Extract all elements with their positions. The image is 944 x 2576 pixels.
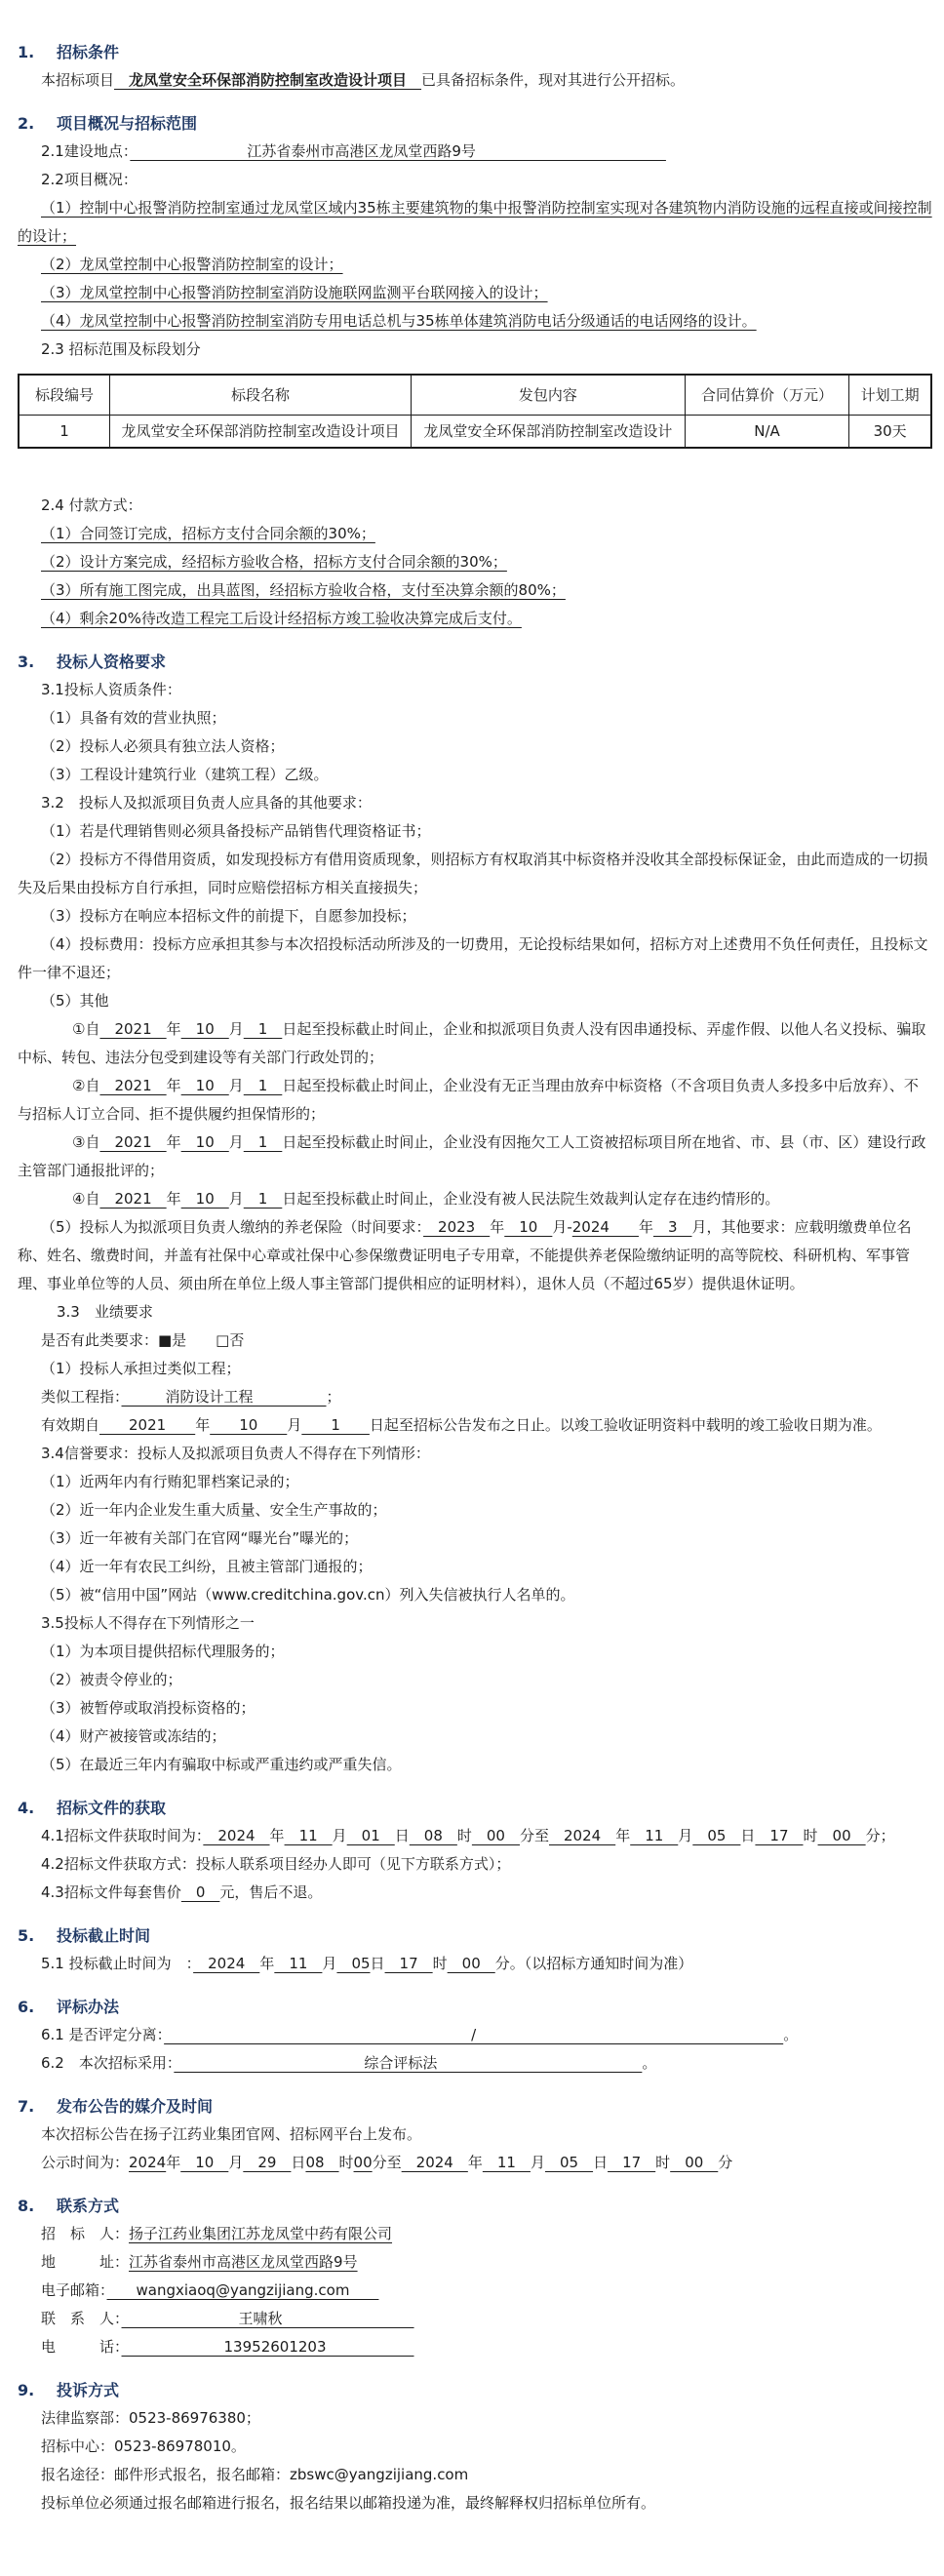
paragraph — [18, 520, 932, 548]
text-run: ①自 — [72, 1020, 100, 1038]
text-run: （5）投标人为拟派项目负责人缴纳的养老保险（时间要求： — [41, 1218, 424, 1236]
text-run: 2.3 招标范围及标段划分 — [41, 340, 201, 358]
fill-in-value: 2024 — [203, 1827, 270, 1844]
text-run: 元，售后不退。 — [219, 1883, 323, 1901]
section-title: 发布公告的媒介及时间 — [57, 2097, 214, 2116]
text-run: 4.2招标文件获取方式：投标人联系项目经办人即可（见下方联系方式）； — [41, 1855, 511, 1873]
paragraph — [18, 1525, 932, 1553]
paragraph — [18, 1440, 932, 1468]
section-heading — [18, 2192, 932, 2220]
fill-in-value: 11 — [284, 1827, 333, 1844]
paragraph — [18, 761, 932, 789]
fill-in-value: 龙凤堂安全环保部消防控制室改造设计项目 — [114, 71, 422, 89]
paragraph — [18, 1666, 932, 1694]
fill-in-value: （4）剩余20%待改造工程完工后设计经招标方竣工验收决算完成后支付。 — [41, 610, 522, 627]
table-cell: 1 — [19, 416, 110, 449]
text-run: 年 — [467, 2154, 483, 2171]
fill-in-value: 消防设计工程 — [121, 1388, 327, 1406]
paragraph — [18, 789, 932, 817]
paragraph — [18, 1694, 932, 1723]
table-cell: 龙凤堂安全环保部消防控制室改造设计 — [411, 416, 685, 449]
paragraph — [18, 1327, 932, 1355]
paragraph — [18, 1411, 932, 1440]
text-run: 日 — [291, 2154, 306, 2171]
fill-in-value: wangxiaoq@yangzijiang.com — [106, 2281, 379, 2299]
paragraph — [18, 2021, 932, 2049]
text-run: 年 — [166, 1020, 181, 1038]
paragraph — [18, 1879, 932, 1907]
text-run: ； — [326, 1388, 341, 1406]
table-body — [19, 416, 931, 449]
fill-in-value: 2021 — [99, 1416, 196, 1434]
paragraph — [18, 138, 932, 166]
fill-in-value: （2）龙凤堂控制中心报警消防控制室的设计； — [41, 256, 343, 273]
text-run: （1）若是代理销售则必须具备投标产品销售代理资格证书； — [41, 822, 431, 840]
section-number: 6. — [18, 1998, 35, 2016]
fill-in-value: 2024 — [193, 1955, 260, 1972]
fill-in-value: 00 — [447, 1955, 495, 1972]
text-run: 3.4信誉要求：投标人及拟派项目负责人不得存在下列情形： — [41, 1445, 430, 1462]
text-run: 日起至投标截止时间止，企业和拟派项目负责人没有因串通投标、弄虚作假、以他人名义投标、骗取中标、转包、违法分包受到建设等有关部门行政处罚的； — [18, 1020, 926, 1066]
text-run: （5）其他 — [41, 992, 109, 1010]
section-title: 评标办法 — [57, 1998, 120, 2016]
section-title: 投标人资格要求 — [57, 653, 167, 671]
text-run: （1）为本项目提供招标代理服务的； — [41, 1643, 285, 1660]
fill-in-value: 2024 — [571, 1218, 639, 1236]
fill-in-value: 00 — [670, 2154, 719, 2171]
text-run: （3）近一年被有关部门在官网“曝光台”曝光的； — [41, 1529, 359, 1547]
fill-in-value: 11 — [482, 2154, 531, 2171]
fill-in-value: 0 — [180, 1883, 220, 1901]
paragraph — [18, 2248, 932, 2277]
section-title: 投诉方式 — [57, 2381, 120, 2399]
fill-in-value: （4）龙凤堂控制中心报警消防控制室消防专用电话总机与35栋单体建筑消防电话分级通话的电话网络的设计。 — [41, 312, 757, 330]
text-run: 年 — [166, 1190, 181, 1208]
fill-in-value: 17 — [608, 2154, 656, 2171]
section-number: 1. — [18, 43, 35, 61]
fill-in-value: 05 — [336, 1955, 371, 1972]
fill-in-value: 05 — [544, 2154, 594, 2171]
text-run: （5）在最近三年内有骗取中标或严重违约或严重失信。 — [41, 1756, 402, 1773]
paragraph — [18, 1850, 932, 1879]
fill-in-value: 1 — [243, 1190, 283, 1208]
text-run: （4）近一年有农民工纠纷，且被主管部门通报的； — [41, 1558, 373, 1575]
text-run: 招 标 人： — [41, 2225, 130, 2242]
section-number: 8. — [18, 2197, 35, 2215]
text-run: 有效期自 — [41, 1416, 100, 1434]
fill-in-value: 2021 — [99, 1190, 167, 1208]
text-run: 日起至投标截止时间止，企业没有无正当理由放弃中标资格（不含项目负责人多投多中后放弃）、不与招标人订立合同、拒不提供履约担保情形的； — [18, 1077, 919, 1123]
fill-in-value: （3）龙凤堂控制中心报警消防控制室消防设施联网监测平台联网接入的设计； — [41, 284, 548, 301]
paragraph — [18, 2149, 932, 2177]
section-number: 2. — [18, 114, 35, 133]
text-run: 日起至投标截止时间止，企业没有被人民法院生效裁判认定存在违约情形的。 — [282, 1190, 780, 1208]
text-run: 日起至招标公告发布之日止。以竣工验收证明资料中载明的竣工验收日期为准。 — [369, 1416, 882, 1434]
fill-in-value: 01 — [346, 1827, 395, 1844]
text-run: 时 — [456, 1827, 472, 1844]
paragraph — [18, 1751, 932, 1779]
fill-in-value: （1）控制中心报警消防控制室通过龙凤堂区域内35栋主要建筑物的集中报警消防控制室实现对各建筑物内消防设施的远程直接或间接控制的设计； — [18, 199, 932, 245]
paragraph — [18, 1129, 932, 1185]
paragraph — [18, 2461, 932, 2489]
fill-in-value: 2021 — [99, 1077, 167, 1094]
text-run: 。 — [642, 2054, 657, 2072]
text-run: 年 — [166, 1077, 181, 1094]
fill-in-value: 2024 — [549, 1827, 616, 1844]
paragraph — [18, 605, 932, 633]
text-run: 月 — [530, 2154, 545, 2171]
paragraph — [18, 1355, 932, 1383]
text-run: 月 — [228, 2154, 244, 2171]
paragraph — [18, 2433, 932, 2461]
paragraph — [18, 1298, 932, 1327]
fill-in-value: （3）所有施工图完成，出具蓝图，经招标方验收合格，支付至决算余额的80%； — [41, 581, 566, 599]
fill-in-value: 江苏省泰州市高港区龙凤堂西路9号 — [129, 2253, 358, 2271]
text-run: 日起至投标截止时间止，企业没有因拖欠工人工资被招标项目所在地省、市、县（市、区）建设行政主管部门通报批评的； — [18, 1133, 926, 1179]
table-header-cell: 发包内容 — [411, 375, 685, 416]
text-run: 6.2 本次招标采用： — [41, 2054, 175, 2072]
paragraph — [18, 1950, 932, 1978]
text-run: 月 — [678, 1827, 693, 1844]
text-run: （4）投标费用：投标方应承担其参与本次招投标活动所涉及的一切费用，无论投标结果如何，招标方对上述费用不负任何责任，且投标文件一律不退还； — [18, 935, 928, 981]
document-body — [18, 38, 932, 2517]
section-number: 9. — [18, 2381, 35, 2399]
section-number: 7. — [18, 2097, 35, 2116]
paragraph — [18, 194, 932, 251]
text-run: 时 — [432, 1955, 448, 1972]
fill-in-value: 10 — [180, 2154, 229, 2171]
paragraph — [18, 576, 932, 605]
text-run: 时 — [338, 2154, 354, 2171]
fill-in-value: （1）合同签订完成，招标方支付合同余额的30%； — [41, 525, 375, 542]
fill-in-value: 17 — [384, 1955, 433, 1972]
fill-in-value: 2024 — [401, 2154, 468, 2171]
text-run: 月 — [287, 1416, 302, 1434]
text-run: 月 — [332, 1827, 347, 1844]
text-run: 。 — [783, 2026, 799, 2043]
section-title: 招标条件 — [57, 43, 120, 61]
fill-in-value: 1 — [243, 1133, 283, 1151]
text-run: 分至 — [372, 2154, 402, 2171]
text-run: 是否有此类要求：■是 □否 — [41, 1331, 245, 1349]
text-run: （2）投标人必须具有独立法人资格； — [41, 737, 285, 755]
paragraph — [18, 2220, 932, 2248]
text-run: 电 话： — [41, 2338, 122, 2356]
text-run: （2）投标方不得借用资质，如发现投标方有借用资质现象，则招标方有权取消其中标资格并没收其全部投标保证金，由此而造成的一切损失及后果由投标方自行承担，同时应赔偿招标方相关直接损失； — [18, 851, 928, 896]
text-run: 月 — [228, 1190, 244, 1208]
fill-in-value: 王啸秋 — [121, 2310, 414, 2327]
paragraph — [18, 1213, 932, 1298]
table-row — [19, 416, 931, 449]
fill-in-value: 10 — [180, 1133, 229, 1151]
paragraph — [18, 1015, 932, 1072]
text-run: 月 — [228, 1133, 244, 1151]
text-run: 2.1建设地点： — [41, 142, 131, 160]
paragraph — [18, 307, 932, 336]
paragraph — [18, 1185, 932, 1213]
text-run: 公示时间为： — [41, 2154, 130, 2171]
text-run: 日 — [740, 1827, 756, 1844]
fill-in-value: 江苏省泰州市高港区龙凤堂西路9号 — [130, 142, 666, 160]
fill-in-value: 10 — [210, 1416, 288, 1434]
text-run: 4.1招标文件获取时间为： — [41, 1827, 204, 1844]
fill-in-value: 13952601203 — [121, 2338, 414, 2356]
text-run: 日 — [394, 1827, 410, 1844]
paragraph — [18, 846, 932, 902]
paragraph — [18, 2305, 932, 2333]
paragraph — [18, 1822, 932, 1850]
text-run: ②自 — [72, 1077, 100, 1094]
paragraph — [18, 66, 932, 95]
text-run: （1）投标人承担过类似工程； — [41, 1360, 241, 1377]
fill-in-value: 1 — [243, 1077, 283, 1094]
fill-in-value: 05 — [692, 1827, 741, 1844]
paragraph — [18, 336, 932, 364]
fill-in-value: 00 — [817, 1827, 866, 1844]
text-run: 地 址： — [41, 2253, 130, 2271]
text-run: 联 系 人： — [41, 2310, 122, 2327]
fill-in-value: 3 — [652, 1218, 692, 1236]
text-run: 本次招标公告在扬子江药业集团官网、招标网平台上发布。 — [41, 2125, 422, 2143]
paragraph — [18, 1723, 932, 1751]
fill-in-value: 2021 — [99, 1020, 167, 1038]
text-run: 分； — [865, 1827, 895, 1844]
table-header-cell: 标段名称 — [110, 375, 412, 416]
section-heading — [18, 648, 932, 676]
text-run: 时 — [655, 2154, 671, 2171]
text-run: （1）具备有效的营业执照； — [41, 709, 226, 727]
text-run: （4）财产被接管或冻结的； — [41, 1727, 226, 1745]
fill-in-value: 11 — [630, 1827, 679, 1844]
fill-in-value: （2）设计方案完成，经招标方验收合格，招标方支付合同余额的30%； — [41, 553, 507, 571]
table-cell: 龙凤堂安全环保部消防控制室改造设计项目 — [110, 416, 412, 449]
fill-in-value: 2023 — [423, 1218, 491, 1236]
text-run: 月，其他要求：应载明缴费单位名称、姓名、缴费时间，并盖有社保中心章或社保中心参保缴费证明电子专用章，不能提供养老保险缴纳证明的高等院校、科研机构、军事管理、事业单位等的人员、须由所在单位上级人事主管部门提供相应的证明材料），退休人员（不超过65岁）提供退休证明。 — [18, 1218, 912, 1292]
section-title: 投标截止时间 — [57, 1926, 151, 1945]
section-title: 招标文件的获取 — [57, 1799, 167, 1817]
table-header-cell: 计划工期 — [849, 375, 931, 416]
text-run: 年 — [166, 2154, 181, 2171]
section-number: 5. — [18, 1926, 35, 1945]
paragraph — [18, 2489, 932, 2517]
text-run: 分。（以招标方通知时间为准） — [494, 1955, 693, 1972]
paragraph — [18, 2333, 932, 2361]
table-header-row — [19, 375, 931, 416]
text-run: 日 — [593, 2154, 609, 2171]
text-run: 年 — [166, 1133, 181, 1151]
fill-in-value: 10 — [504, 1218, 553, 1236]
section-number: 3. — [18, 653, 35, 671]
section-number: 4. — [18, 1799, 35, 1817]
text-run: 本招标项目 — [41, 71, 115, 89]
table-head — [19, 375, 931, 416]
fill-in-value: 08 — [409, 1827, 457, 1844]
text-run: 年 — [490, 1218, 505, 1236]
fill-in-value: 00 — [353, 2154, 373, 2171]
paragraph — [18, 733, 932, 761]
text-run: （2）被责令停业的； — [41, 1671, 182, 1688]
text-run: 法律监察部：0523-86976380； — [41, 2409, 260, 2427]
text-run: 3.2 投标人及拟派项目负责人应具备的其他要求： — [41, 794, 372, 812]
fill-in-value: 08 — [305, 2154, 339, 2171]
text-run: 2.4 付款方式： — [41, 496, 142, 514]
paragraph — [18, 2404, 932, 2433]
text-run: （2）近一年内企业发生重大质量、安全生产事故的； — [41, 1501, 387, 1519]
text-run: 月 — [322, 1955, 337, 1972]
text-run: ④自 — [72, 1190, 100, 1208]
paragraph — [18, 1496, 932, 1525]
paragraph — [18, 492, 932, 520]
text-run: 已具备招标条件，现对其进行公开招标。 — [421, 71, 686, 89]
fill-in-value: 10 — [180, 1077, 229, 1094]
table-header-cell: 标段编号 — [19, 375, 110, 416]
paragraph — [18, 1638, 932, 1666]
paragraph — [18, 1468, 932, 1496]
section-title: 联系方式 — [57, 2197, 120, 2215]
paragraph — [18, 1553, 932, 1581]
paragraph — [18, 1072, 932, 1129]
text-run: 年 — [195, 1416, 211, 1434]
tender-sections-table — [18, 374, 932, 449]
table-cell: 30天 — [849, 416, 931, 449]
paragraph — [18, 251, 932, 279]
text-run: 4.3招标文件每套售价 — [41, 1883, 181, 1901]
text-run: 分 — [718, 2154, 733, 2171]
paragraph — [18, 1383, 932, 1411]
paragraph — [18, 2277, 932, 2305]
section-heading — [18, 2376, 932, 2404]
text-run: 投标单位必须通过报名邮箱进行报名，报名结果以邮箱投递为准，最终解释权归招标单位所有。 — [41, 2494, 656, 2512]
fill-in-value: 29 — [243, 2154, 292, 2171]
text-run: （3）被暂停或取消投标资格的； — [41, 1699, 256, 1717]
text-run: 时 — [803, 1827, 818, 1844]
paragraph — [18, 166, 932, 194]
text-run: 3.1投标人资质条件： — [41, 681, 181, 698]
fill-in-value: 2021 — [99, 1133, 167, 1151]
text-run: 报名途径：邮件形式报名，报名邮箱：zbswc@yangzijiang.com — [41, 2466, 469, 2483]
text-run: 年 — [259, 1955, 275, 1972]
fill-in-value: 1 — [243, 1020, 283, 1038]
fill-in-value: 10 — [180, 1190, 229, 1208]
fill-in-value: / — [164, 2026, 784, 2043]
paragraph — [18, 987, 932, 1015]
section-heading — [18, 38, 932, 66]
paragraph — [18, 1609, 932, 1638]
section-heading — [18, 1922, 932, 1950]
text-run: ③自 — [72, 1133, 100, 1151]
text-run: 5.1 投标截止时间为 ： — [41, 1955, 194, 1972]
paragraph — [18, 817, 932, 846]
text-run: 6.1 是否评定分离： — [41, 2026, 165, 2043]
text-run: 招标中心：0523-86978010。 — [41, 2437, 246, 2455]
table-header-cell: 合同估算价（万元） — [685, 375, 848, 416]
text-run: 月 — [228, 1077, 244, 1094]
text-run: 电子邮箱： — [41, 2281, 107, 2299]
text-run: 年 — [638, 1218, 653, 1236]
text-run: （1）近两年内有行贿犯罪档案记录的； — [41, 1473, 299, 1490]
text-run: 日 — [370, 1955, 385, 1972]
paragraph — [18, 931, 932, 987]
section-heading — [18, 2092, 932, 2120]
paragraph — [18, 676, 932, 704]
text-run: 类似工程指： — [41, 1388, 122, 1406]
text-run: （3）工程设计建筑行业（建筑工程）乙级。 — [41, 766, 329, 783]
fill-in-value: 1 — [301, 1416, 370, 1434]
text-run: （3）投标方在响应本招标文件的前提下，自愿参加投标； — [41, 907, 416, 925]
paragraph — [18, 2049, 932, 2078]
fill-in-value: 11 — [274, 1955, 323, 1972]
section-heading — [18, 1993, 932, 2021]
section-heading — [18, 109, 932, 138]
text-run: 2.2项目概况： — [41, 171, 138, 188]
text-run: 月 — [228, 1020, 244, 1038]
text-run: 年 — [269, 1827, 285, 1844]
text-run: 3.5投标人不得存在下列情形之一 — [41, 1614, 255, 1632]
text-run: 分至 — [519, 1827, 549, 1844]
paragraph — [18, 1581, 932, 1609]
text-run: 3.3 业绩要求 — [57, 1303, 153, 1321]
fill-in-value: 17 — [755, 1827, 804, 1844]
section-heading — [18, 1794, 932, 1822]
fill-in-value: 00 — [471, 1827, 520, 1844]
paragraph — [18, 548, 932, 576]
text-run: 月- — [552, 1218, 572, 1236]
paragraph — [18, 2120, 932, 2149]
fill-in-value: 扬子江药业集团江苏龙凤堂中药有限公司 — [129, 2225, 393, 2242]
fill-in-value: 2024 — [129, 2154, 167, 2171]
paragraph — [18, 704, 932, 733]
text-run: 年 — [615, 1827, 631, 1844]
paragraph — [18, 902, 932, 931]
table-cell: N/A — [685, 416, 848, 449]
fill-in-value: 10 — [180, 1020, 229, 1038]
paragraph — [18, 279, 932, 307]
text-run: （5）被“信用中国”网站（www.creditchina.gov.cn）列入失信被执行人名单的。 — [41, 1586, 575, 1604]
fill-in-value: 综合评标法 — [174, 2054, 643, 2072]
section-title: 项目概况与招标范围 — [57, 114, 198, 133]
